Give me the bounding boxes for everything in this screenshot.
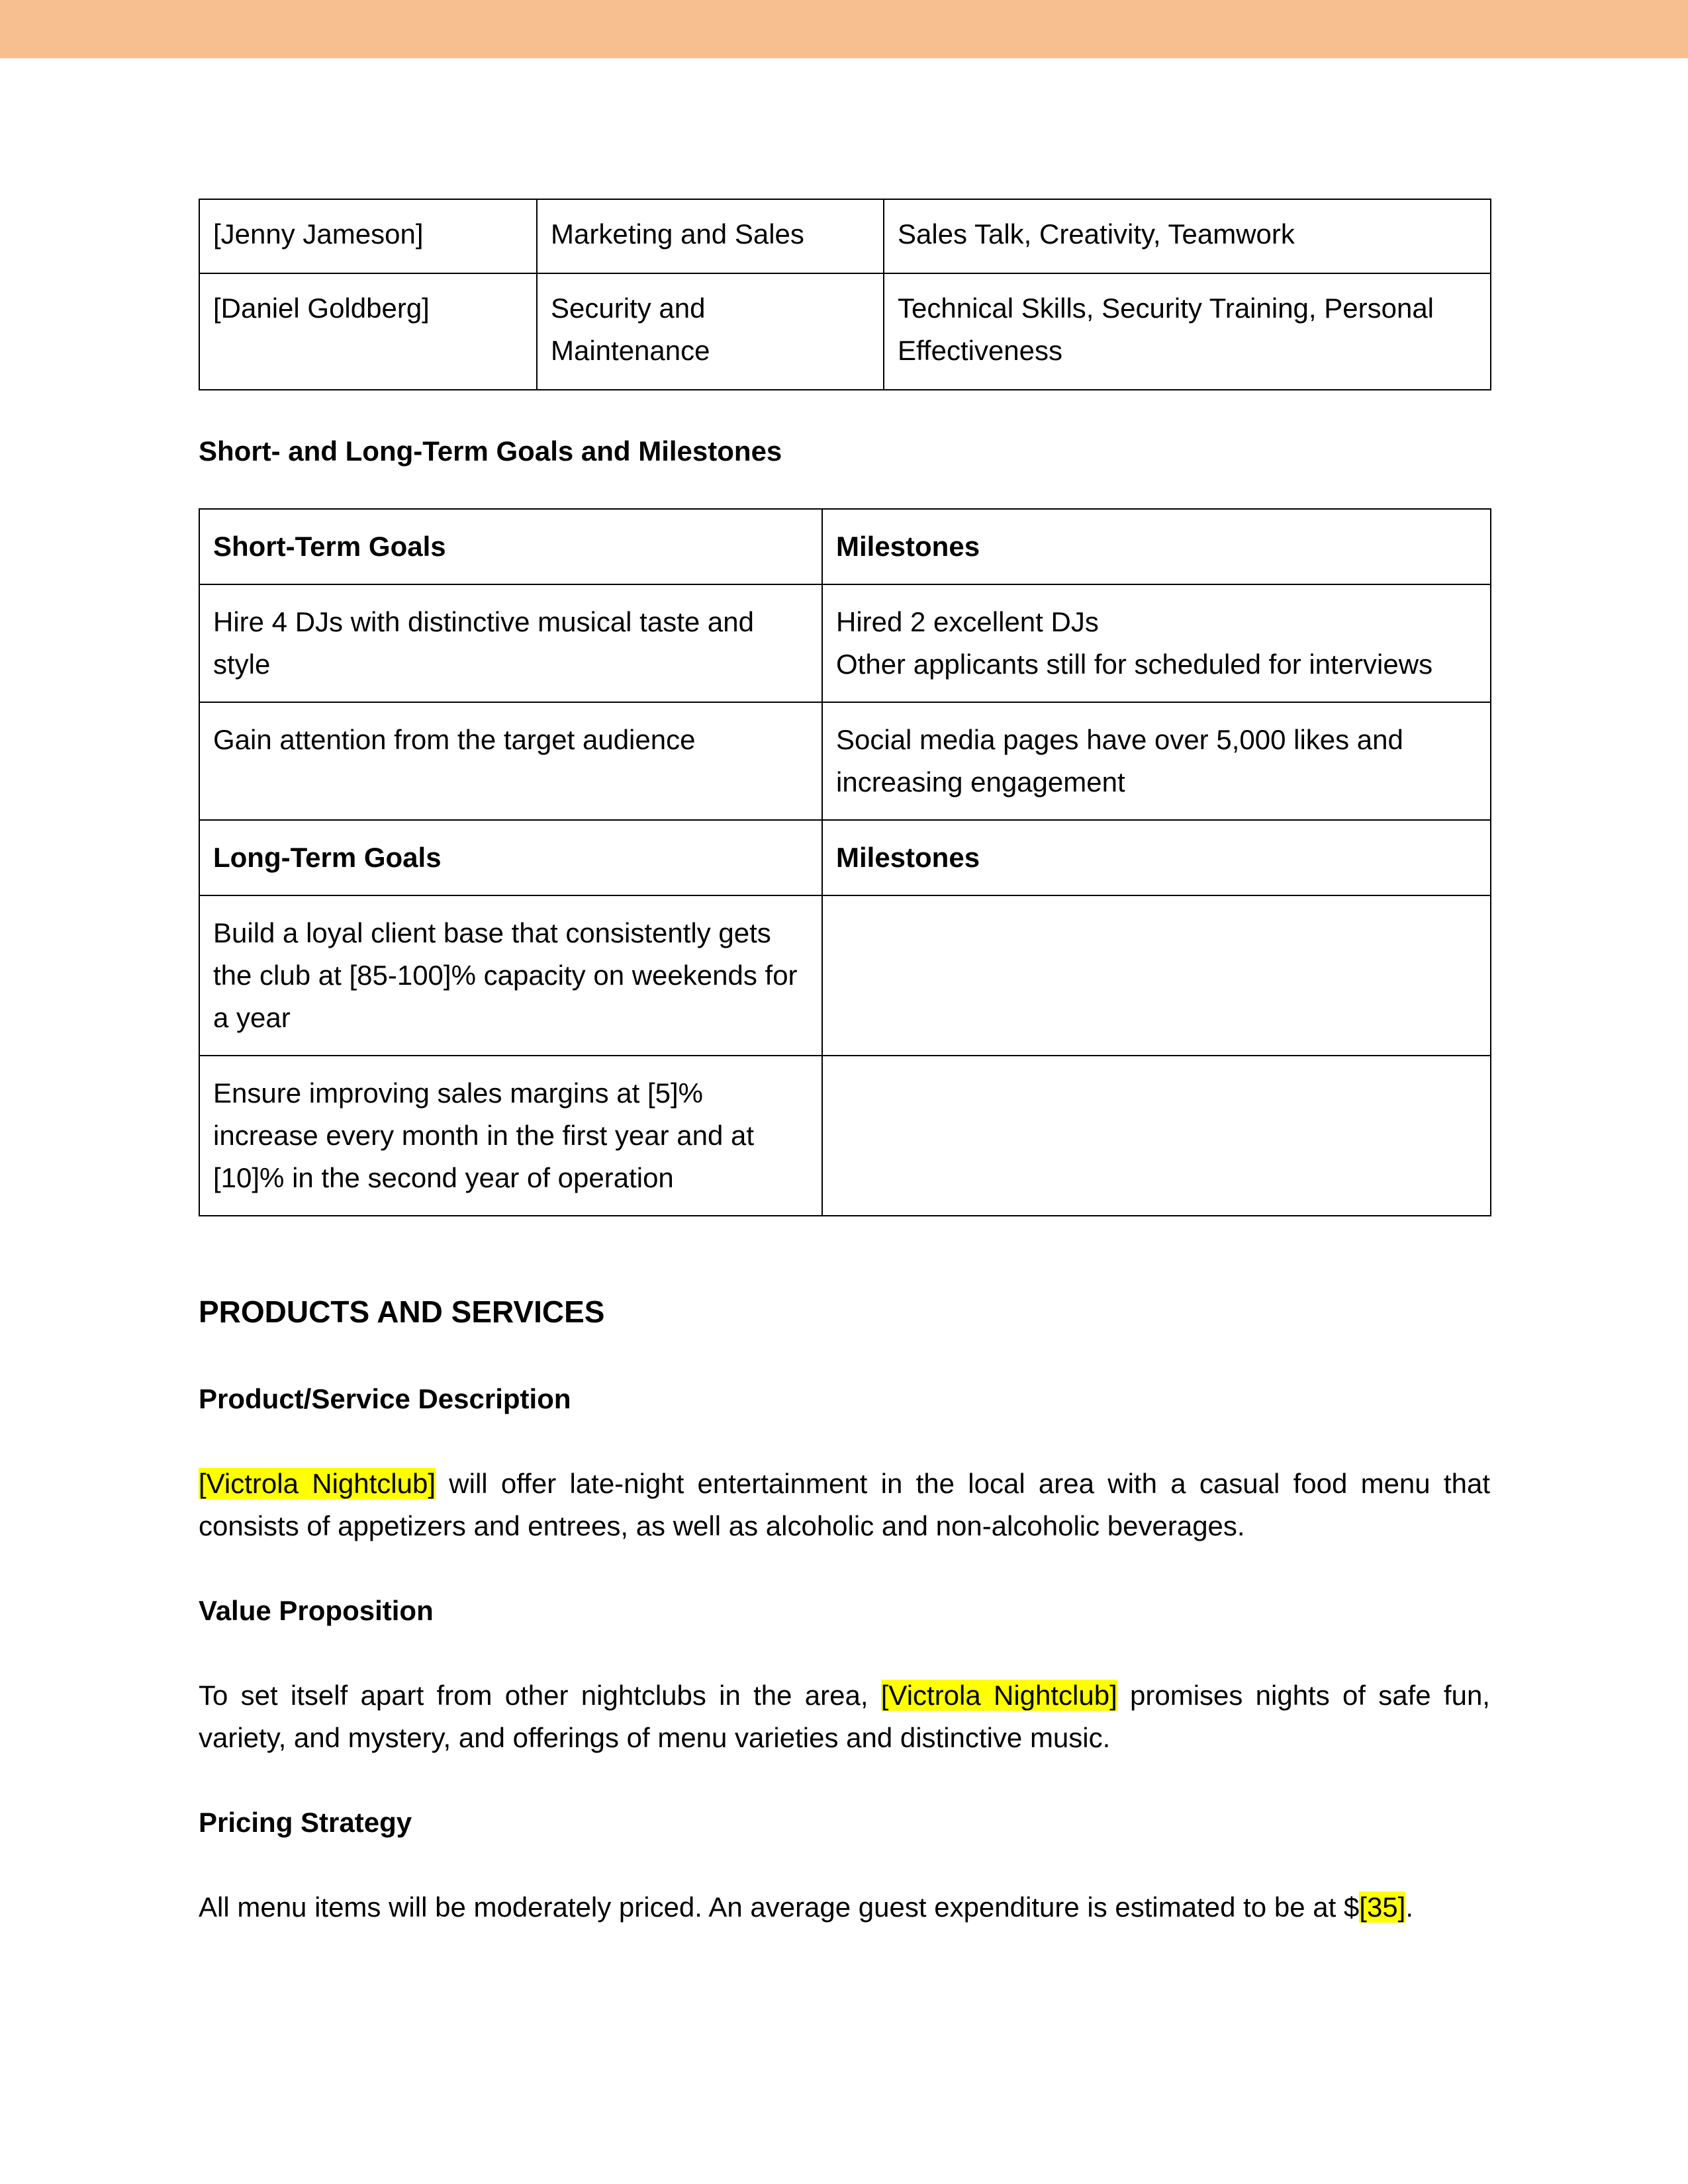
table-row (199, 584, 1491, 702)
goal-cell: Ensure improving sales margins at [5]% increase every month in the first year and at [10]% in the second year of operation (199, 1056, 822, 1216)
milestone-cell (822, 702, 1491, 820)
paragraph-text: will offer late-night entertainment in the local area with a casual food menu that consists of appetizers and entrees, as well as alcoholic and non-alcoholic beverages. (199, 1468, 1490, 1541)
goals-heading: Short- and Long-Term Goals and Milestones (199, 435, 782, 467)
staff-skills: Technical Skills, Security Training, Personal Effectiveness (884, 273, 1491, 390)
table-row (199, 199, 1491, 273)
staff-name: [Jenny Jameson] (199, 199, 537, 273)
column-header-long-term-goals: Long-Term Goals (199, 820, 822, 895)
milestone-line: Hired 2 excellent DJs (836, 606, 1099, 637)
table-row (199, 1056, 1491, 1216)
staff-skills: Sales Talk, Creativity, Teamwork (884, 199, 1491, 273)
milestone-line: Other applicants still for scheduled for interviews (836, 649, 1433, 680)
column-header-milestones: Milestones (822, 509, 1491, 584)
goal-cell: Build a loyal client base that consistently gets the club at [85-100]% capacity on weekends for a year (199, 895, 822, 1056)
table-header-row (199, 820, 1491, 895)
table-row (199, 895, 1491, 1056)
section-title: PRODUCTS AND SERVICES (199, 1295, 605, 1329)
pricing-paragraph (199, 1886, 1490, 1929)
goals-table (199, 508, 1491, 1216)
staff-role: Marketing and Sales (537, 199, 884, 273)
paragraph-text: To set itself apart from other nightclubs in the area, (199, 1680, 881, 1711)
description-heading: Product/Service Description (199, 1383, 571, 1414)
staff-name: [Daniel Goldberg] (199, 273, 537, 390)
value-proposition-paragraph (199, 1674, 1490, 1759)
document-page (199, 199, 1490, 1929)
value-proposition-heading: Value Proposition (199, 1595, 434, 1626)
staff-role: Security and Maintenance (537, 273, 884, 390)
highlighted-placeholder: [35] (1359, 1891, 1406, 1923)
goal-cell: Hire 4 DJs with distinctive musical taste and style (199, 584, 822, 702)
highlighted-placeholder: [Victrola Nightclub] (880, 1680, 1117, 1711)
milestone-line: Social media pages have over 5,000 likes and increasing engagement (836, 724, 1403, 797)
header-color-band (0, 0, 1688, 58)
paragraph-text: All menu items will be moderately priced. An average guest expenditure is estimated to be at $ (199, 1891, 1360, 1923)
milestone-cell (822, 584, 1491, 702)
paragraph-text: . (1405, 1891, 1414, 1923)
pricing-strategy-heading: Pricing Strategy (199, 1807, 412, 1838)
milestone-cell (822, 1056, 1491, 1216)
paragraph-text: promises nights of safe fun, variety, and mystery, and offerings of menu varieties and distinctive music. (199, 1680, 1490, 1753)
staff-table (199, 199, 1491, 390)
milestone-cell (822, 895, 1491, 1056)
column-header-milestones: Milestones (822, 820, 1491, 895)
table-row (199, 273, 1491, 390)
table-row (199, 702, 1491, 820)
description-paragraph (199, 1463, 1490, 1547)
column-header-short-term-goals: Short-Term Goals (199, 509, 822, 584)
table-header-row (199, 509, 1491, 584)
highlighted-placeholder: [Victrola Nightclub] (199, 1468, 436, 1499)
goal-cell: Gain attention from the target audience (199, 702, 822, 820)
